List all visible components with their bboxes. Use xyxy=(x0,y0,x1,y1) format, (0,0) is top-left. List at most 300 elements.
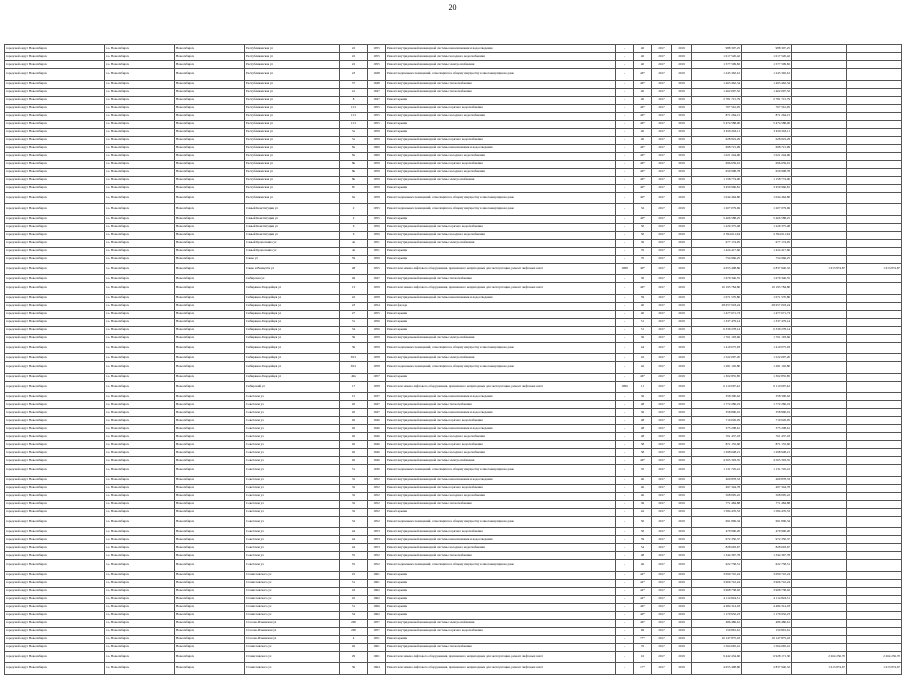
cell-year-from: 2017 xyxy=(652,627,672,635)
cell-work-type: Ремонт крыши xyxy=(386,247,616,255)
cell-extra1 xyxy=(792,536,847,544)
cell-year-from: 2017 xyxy=(652,326,672,334)
cell-empty: - xyxy=(616,579,634,587)
cell-year-to: 2019 xyxy=(672,508,692,516)
cell-unit: 54 xyxy=(634,544,652,552)
cell-unit: 42* xyxy=(634,571,652,579)
cell-house: 22 xyxy=(340,53,368,61)
cell-cost: 1 761 193,66 xyxy=(692,334,742,342)
cell-settlement: г.о. Новосибирск xyxy=(105,484,175,492)
cell-cost-fund: 1 477 671,73 xyxy=(742,310,792,318)
cell-extra1 xyxy=(792,112,847,120)
cell-cost-fund: 1 424 417,66 xyxy=(742,247,792,255)
cell-unit: 59 xyxy=(634,536,652,544)
cell-extra2 xyxy=(847,409,902,417)
cell-empty: - xyxy=(616,417,634,425)
cell-extra2 xyxy=(847,425,902,433)
cell-year-built: 1951 xyxy=(368,247,386,255)
cell-year-from: 2017 xyxy=(652,160,672,168)
cell-extra1 xyxy=(792,334,847,342)
cell-empty: - xyxy=(616,247,634,255)
cell-work-type: Ремонт внутридомовой инженерной системы горячего водоснабжения xyxy=(386,441,616,449)
cell-extra1 xyxy=(792,318,847,326)
cell-unit: 46* xyxy=(634,619,652,627)
cell-district: городской округ Новосибирск xyxy=(5,152,105,160)
cell-empty: - xyxy=(616,516,634,528)
cell-extra2 xyxy=(847,128,902,136)
cell-work-type: Ремонт внутридомовой инженерной системы канализования и водоотведения xyxy=(386,294,616,302)
cell-unit: 48 xyxy=(634,433,652,441)
cell-cost: 1 017 520,42 xyxy=(692,53,742,61)
cell-street: Республиканская ул xyxy=(245,112,340,120)
cell-year-built: 1953 xyxy=(368,536,386,544)
cell-extra1 xyxy=(792,255,847,263)
cell-district: городской округ Новосибирск xyxy=(5,373,105,381)
cell-city: Новосибирск xyxy=(175,595,245,603)
table-row xyxy=(5,627,902,635)
cell-unit: 46* xyxy=(634,120,652,128)
cell-year-from: 2017 xyxy=(652,168,672,176)
cell-empty: 1990 xyxy=(616,381,634,393)
cell-year-from: 2017 xyxy=(652,619,672,627)
cell-street: Сибиряков-Гвардейцев ул xyxy=(245,326,340,334)
cell-street: Самый Конституции ул xyxy=(245,204,340,216)
cell-district: городской округ Новосибирск xyxy=(5,401,105,409)
cell-unit: 17* xyxy=(634,663,652,675)
cell-city: Новосибирск xyxy=(175,560,245,572)
cell-year-built: 1952 xyxy=(368,484,386,492)
cell-house: 8а xyxy=(340,152,368,160)
cell-year-built: 1959 xyxy=(368,176,386,184)
cell-empty: - xyxy=(616,112,634,120)
table-row xyxy=(5,643,902,651)
cell-city: Новосибирск xyxy=(175,239,245,247)
cell-district: городской округ Новосибирск xyxy=(5,552,105,560)
cell-house: 55 xyxy=(340,560,368,572)
cell-cost: 1 477 671,73 xyxy=(692,310,742,318)
cell-extra2 xyxy=(847,492,902,500)
cell-year-built: 1956 xyxy=(368,326,386,334)
cell-empty: - xyxy=(616,603,634,611)
cell-year-built: 1955 xyxy=(368,61,386,69)
cell-work-type: Ремонт крыши xyxy=(386,587,616,595)
cell-house: 6 xyxy=(340,231,368,239)
cell-work-type: Ремонт крыши xyxy=(386,215,616,223)
cell-settlement: г.о. Новосибирск xyxy=(105,61,175,69)
table-row xyxy=(5,96,902,104)
cell-settlement: г.о. Новосибирск xyxy=(105,255,175,263)
cell-house: 8в xyxy=(340,160,368,168)
cell-work-type: Ремонт внутридомовой инженерной системы горячего водоснабжения xyxy=(386,528,616,536)
cell-unit: 46* xyxy=(634,144,652,152)
cell-extra2 xyxy=(847,552,902,560)
cell-year-built: 1956 xyxy=(368,231,386,239)
cell-unit: 36 xyxy=(634,239,652,247)
cell-empty: - xyxy=(616,120,634,128)
cell-year-to: 2019 xyxy=(672,128,692,136)
cell-city: Новосибирск xyxy=(175,500,245,508)
cell-city: Новосибирск xyxy=(175,409,245,417)
cell-work-type: Ремонт внутридомовой инженерной системы холодного водоснабжения xyxy=(386,53,616,61)
cell-city: Новосибирск xyxy=(175,484,245,492)
cell-extra2 xyxy=(847,112,902,120)
cell-cost-fund: 972 350,37 xyxy=(742,536,792,544)
cell-district: городской округ Новосибирск xyxy=(5,457,105,465)
cell-extra1 xyxy=(792,393,847,401)
cell-unit: 42* xyxy=(634,587,652,595)
cell-house: 49а xyxy=(340,373,368,381)
cell-work-type: Ремонт внутридомовой инженерной системы горячего водоснабжения xyxy=(386,627,616,635)
cell-work-type: Ремонт подвальных помещений, относящихся к общему имуществу в многоквартирном доме xyxy=(386,560,616,572)
cell-extra1 xyxy=(792,326,847,334)
cell-extra1 xyxy=(792,441,847,449)
cell-unit: 46* xyxy=(634,176,652,184)
cell-extra1 xyxy=(792,223,847,231)
cell-year-to: 2019 xyxy=(672,579,692,587)
cell-cost-fund: 1 679 346,55 xyxy=(742,275,792,283)
cell-unit: 42 xyxy=(634,362,652,374)
cell-cost: 568 095,22 xyxy=(692,492,742,500)
cell-city: Новосибирск xyxy=(175,342,245,354)
cell-unit: 38 xyxy=(634,441,652,449)
cell-year-from: 2017 xyxy=(652,215,672,223)
cell-district: городской округ Новосибирск xyxy=(5,80,105,88)
table-row xyxy=(5,457,902,465)
cell-cost: 659 998,78 xyxy=(692,168,742,176)
cell-extra1 xyxy=(792,215,847,223)
cell-year-to: 2019 xyxy=(672,417,692,425)
cell-street: Стасова-Ильинская ул xyxy=(245,619,340,627)
cell-street: Самый Кропоткина ул xyxy=(245,247,340,255)
cell-city: Новосибирск xyxy=(175,544,245,552)
cell-street: Советская ул xyxy=(245,401,340,409)
cell-house: 32 xyxy=(340,476,368,484)
cell-district: городской округ Новосибирск xyxy=(5,362,105,374)
cell-street: Самый Конституции ул xyxy=(245,231,340,239)
cell-unit: 46* xyxy=(634,457,652,465)
cell-year-from: 2017 xyxy=(652,373,672,381)
cell-year-from: 2017 xyxy=(652,500,672,508)
cell-work-type: Ремонт внутридомовой инженерной системы горячего водоснабжения xyxy=(386,223,616,231)
cell-house: 48 xyxy=(340,263,368,275)
cell-empty: - xyxy=(616,231,634,239)
cell-cost: 1 021 244,96 xyxy=(692,152,742,160)
cell-cost: 1 344 367,78 xyxy=(692,552,742,560)
cell-district: городской округ Новосибирск xyxy=(5,334,105,342)
cell-cost-fund: 696 659,91 xyxy=(742,160,792,168)
cell-work-type: Ремонт крыши xyxy=(386,611,616,619)
cell-unit: 38 xyxy=(634,449,652,457)
table-row xyxy=(5,136,902,144)
cell-cost-fund: 1 298 648,21 xyxy=(742,449,792,457)
cell-street: Сибирская ул xyxy=(245,275,340,283)
cell-year-to: 2019 xyxy=(672,160,692,168)
cell-street: Советская ул xyxy=(245,457,340,465)
cell-street: Республиканская ул xyxy=(245,176,340,184)
cell-cost-fund: 150 891,61 xyxy=(742,627,792,635)
cell-empty: 1998 xyxy=(616,263,634,275)
cell-year-to: 2019 xyxy=(672,433,692,441)
cell-settlement: г.о. Новосибирск xyxy=(105,104,175,112)
cell-settlement: г.о. Новосибирск xyxy=(105,112,175,120)
cell-extra2 xyxy=(847,310,902,318)
cell-extra1 xyxy=(792,528,847,536)
cell-settlement: г.о. Новосибирск xyxy=(105,449,175,457)
cell-year-built: 1956 xyxy=(368,223,386,231)
cell-city: Новосибирск xyxy=(175,302,245,310)
cell-extra1 xyxy=(792,587,847,595)
cell-house: 22 xyxy=(340,45,368,53)
cell-year-from: 2017 xyxy=(652,192,672,204)
cell-extra2 xyxy=(847,61,902,69)
cell-cost-fund: 828 693,67 xyxy=(742,544,792,552)
cell-city: Новосибирск xyxy=(175,643,245,651)
cell-year-from: 2017 xyxy=(652,283,672,295)
cell-settlement: г.о. Новосибирск xyxy=(105,192,175,204)
cell-extra2 xyxy=(847,611,902,619)
cell-cost: 479 990,20 xyxy=(692,528,742,536)
cell-cost-fund: 4 565 303,35 xyxy=(742,457,792,465)
cell-year-from: 2017 xyxy=(652,334,672,342)
cell-year-built: 1948 xyxy=(368,69,386,81)
cell-district: городской округ Новосибирск xyxy=(5,104,105,112)
cell-district: городской округ Новосибирск xyxy=(5,176,105,184)
cell-year-built: 1955 xyxy=(368,112,386,120)
cell-year-to: 2019 xyxy=(672,441,692,449)
cell-extra1 xyxy=(792,516,847,528)
cell-cost: 1 302 855,85 xyxy=(692,373,742,381)
cell-street: Советская ул xyxy=(245,500,340,508)
cell-extra1 xyxy=(792,465,847,477)
table-row xyxy=(5,302,902,310)
cell-year-built: 1959 xyxy=(368,342,386,354)
cell-work-type: Ремонт внутридомовой инженерной системы канализования и водоотведения xyxy=(386,409,616,417)
cell-cost-fund: 2 837 940,32 xyxy=(742,263,792,275)
cell-year-built: 1961 xyxy=(368,571,386,579)
cell-cost: 3 459 966,81 xyxy=(692,184,742,192)
cell-year-built: 1959 xyxy=(368,168,386,176)
cell-cost-fund: 6 110 097,42 xyxy=(742,381,792,393)
cell-street: Советская ул xyxy=(245,516,340,528)
cell-city: Новосибирск xyxy=(175,215,245,223)
cell-cost: 1 131 745,41 xyxy=(692,465,742,477)
cell-cost-fund: 871 264,15 xyxy=(742,112,792,120)
cell-street: Республиканская ул xyxy=(245,104,340,112)
cell-city: Новосибирск xyxy=(175,112,245,120)
cell-settlement: г.о. Новосибирск xyxy=(105,160,175,168)
table-row xyxy=(5,168,902,176)
cell-settlement: г.о. Новосибирск xyxy=(105,457,175,465)
cell-year-to: 2019 xyxy=(672,112,692,120)
cell-city: Новосибирск xyxy=(175,69,245,81)
cell-cost: 871 264,15 xyxy=(692,112,742,120)
cell-cost: 5 406 588,25 xyxy=(692,215,742,223)
table-row xyxy=(5,381,902,393)
table-row xyxy=(5,393,902,401)
cell-cost: 3 090 710,24 xyxy=(692,571,742,579)
cell-year-to: 2019 xyxy=(672,393,692,401)
cell-work-type: Ремонт внутридомовой инженерной системы теплоснабжения xyxy=(386,552,616,560)
cell-work-type: Ремонт подвальных помещений, относящихся к общему имуществу в многоквартирном доме xyxy=(386,192,616,204)
cell-year-from: 2017 xyxy=(652,362,672,374)
cell-work-type: Ремонт крыши xyxy=(386,603,616,611)
cell-street: Самый Конституции ул xyxy=(245,223,340,231)
table-row xyxy=(5,318,902,326)
cell-street: Сибиряков-Гвардейцев ул xyxy=(245,354,340,362)
cell-work-type: Ремонт внутридомовой инженерной системы холодного водоснабжения xyxy=(386,492,616,500)
cell-settlement: г.о. Новосибирск xyxy=(105,144,175,152)
cell-extra2 xyxy=(847,587,902,595)
cell-extra2 xyxy=(847,643,902,651)
cell-year-from: 2017 xyxy=(652,302,672,310)
cell-extra1 xyxy=(792,96,847,104)
cell-cost-fund: 1 131 745,41 xyxy=(742,465,792,477)
cell-city: Новосибирск xyxy=(175,136,245,144)
cell-work-type: Ремонт или замена лифтового оборудования, признанного непригодным для эксплуатации, ремонт лифтовых шахт xyxy=(386,651,616,663)
cell-year-built: 1957 xyxy=(368,373,386,381)
cell-street: Советская ул xyxy=(245,544,340,552)
cell-year-built: 1951 xyxy=(368,239,386,247)
cell-unit: 59 xyxy=(634,294,652,302)
cell-settlement: г.о. Новосибирск xyxy=(105,587,175,595)
cell-year-from: 2017 xyxy=(652,528,672,536)
cell-work-type: Ремонт или замена лифтового оборудования, признанного непригодным для эксплуатации, ремонт лифтовых шахт xyxy=(386,283,616,295)
cell-extra2 xyxy=(847,465,902,477)
cell-city: Новосибирск xyxy=(175,381,245,393)
cell-year-to: 2019 xyxy=(672,204,692,216)
cell-unit: 40* xyxy=(634,263,652,275)
cell-city: Новосибирск xyxy=(175,508,245,516)
cell-extra2 xyxy=(847,69,902,81)
cell-cost: 696 659,91 xyxy=(692,160,742,168)
cell-city: Новосибирск xyxy=(175,80,245,88)
cell-house: 31 xyxy=(340,465,368,477)
cell-empty: - xyxy=(616,500,634,508)
cell-city: Новосибирск xyxy=(175,373,245,381)
cell-empty: - xyxy=(616,318,634,326)
cell-cost: 871 155,60 xyxy=(692,441,742,449)
cell-cost: 1 298 648,21 xyxy=(692,449,742,457)
cell-year-to: 2019 xyxy=(672,552,692,560)
cell-extra2 xyxy=(847,255,902,263)
cell-city: Новосибирск xyxy=(175,128,245,136)
cell-district: городской округ Новосибирск xyxy=(5,53,105,61)
cell-cost-fund: 2 781 715,79 xyxy=(742,96,792,104)
cell-district: городской округ Новосибирск xyxy=(5,160,105,168)
cell-settlement: г.о. Новосибирск xyxy=(105,635,175,643)
cell-district: городской округ Новосибирск xyxy=(5,128,105,136)
cell-city: Новосибирск xyxy=(175,88,245,96)
cell-house: 37 xyxy=(340,80,368,88)
table-row xyxy=(5,204,902,216)
cell-year-from: 2017 xyxy=(652,144,672,152)
cell-cost-fund: 1 229 375,48 xyxy=(742,223,792,231)
cell-extra2 xyxy=(847,120,902,128)
cell-settlement: г.о. Новосибирск xyxy=(105,247,175,255)
cell-house: 43 xyxy=(340,587,368,595)
cell-district: городской округ Новосибирск xyxy=(5,627,105,635)
cell-house: 41 xyxy=(340,88,368,96)
cell-settlement: г.о. Новосибирск xyxy=(105,579,175,587)
cell-year-from: 2017 xyxy=(652,611,672,619)
cell-year-built: 1946 xyxy=(368,457,386,465)
cell-year-to: 2019 xyxy=(672,45,692,53)
cell-extra1 xyxy=(792,302,847,310)
cell-year-to: 2019 xyxy=(672,476,692,484)
cell-district: городской округ Новосибирск xyxy=(5,263,105,275)
table-row xyxy=(5,239,902,247)
cell-cost: 10 195 784,80 xyxy=(692,283,742,295)
cell-settlement: г.о. Новосибирск xyxy=(105,120,175,128)
cell-extra1 xyxy=(792,176,847,184)
cell-district: городской округ Новосибирск xyxy=(5,409,105,417)
cell-year-from: 2017 xyxy=(652,587,672,595)
cell-district: городской округ Новосибирск xyxy=(5,528,105,536)
cell-settlement: г.о. Новосибирск xyxy=(105,603,175,611)
cell-year-from: 2017 xyxy=(652,104,672,112)
cell-district: городской округ Новосибирск xyxy=(5,476,105,484)
cell-unit: 40* xyxy=(634,611,652,619)
cell-empty: - xyxy=(616,409,634,417)
cell-house: 4 xyxy=(340,635,368,643)
cell-extra1 xyxy=(792,544,847,552)
cell-year-from: 2017 xyxy=(652,417,672,425)
cell-district: городской округ Новосибирск xyxy=(5,663,105,675)
cell-empty: - xyxy=(616,393,634,401)
cell-settlement: г.о. Новосибирск xyxy=(105,663,175,675)
cell-extra1 xyxy=(792,373,847,381)
cell-street: Республиканская ул xyxy=(245,80,340,88)
cell-street: Станиславского ул xyxy=(245,579,340,587)
cell-work-type: Ремонт внутридомовой инженерной системы электроснабжения xyxy=(386,457,616,465)
cell-house: 39/1 xyxy=(340,354,368,362)
cell-unit: 40 xyxy=(634,96,652,104)
cell-extra1 xyxy=(792,354,847,362)
cell-settlement: г.о. Новосибирск xyxy=(105,627,175,635)
cell-cost-fund: 358 896,01 xyxy=(742,409,792,417)
cell-year-built: 1956 xyxy=(368,318,386,326)
table-row xyxy=(5,247,902,255)
cell-year-from: 2017 xyxy=(652,552,672,560)
cell-cost-fund: 358 300,62 xyxy=(742,393,792,401)
cell-year-to: 2019 xyxy=(672,302,692,310)
cell-year-built: 1958 xyxy=(368,354,386,362)
cell-extra1 xyxy=(792,310,847,318)
cell-street: Станиславского ул xyxy=(245,651,340,663)
cell-empty: - xyxy=(616,571,634,579)
cell-year-to: 2019 xyxy=(672,465,692,477)
cell-house: 34 xyxy=(340,326,368,334)
cell-cost: 1 337 479,14 xyxy=(692,318,742,326)
cell-empty: - xyxy=(616,465,634,477)
table-row xyxy=(5,595,902,603)
table-row xyxy=(5,231,902,239)
cell-empty: - xyxy=(616,88,634,96)
cell-extra1 xyxy=(792,275,847,283)
table-row xyxy=(5,283,902,295)
cell-street: Республиканская ул xyxy=(245,184,340,192)
cell-house: 39/1 xyxy=(340,362,368,374)
cell-city: Новосибирск xyxy=(175,96,245,104)
table-row xyxy=(5,409,902,417)
table-row xyxy=(5,611,902,619)
cell-city: Новосибирск xyxy=(175,393,245,401)
cell-house: 32 xyxy=(340,516,368,528)
cell-cost-fund: 677 174,95 xyxy=(742,239,792,247)
cell-city: Новосибирск xyxy=(175,168,245,176)
cell-year-to: 2019 xyxy=(672,492,692,500)
cell-street: Сибиряков-Гвардейцев ул xyxy=(245,302,340,310)
